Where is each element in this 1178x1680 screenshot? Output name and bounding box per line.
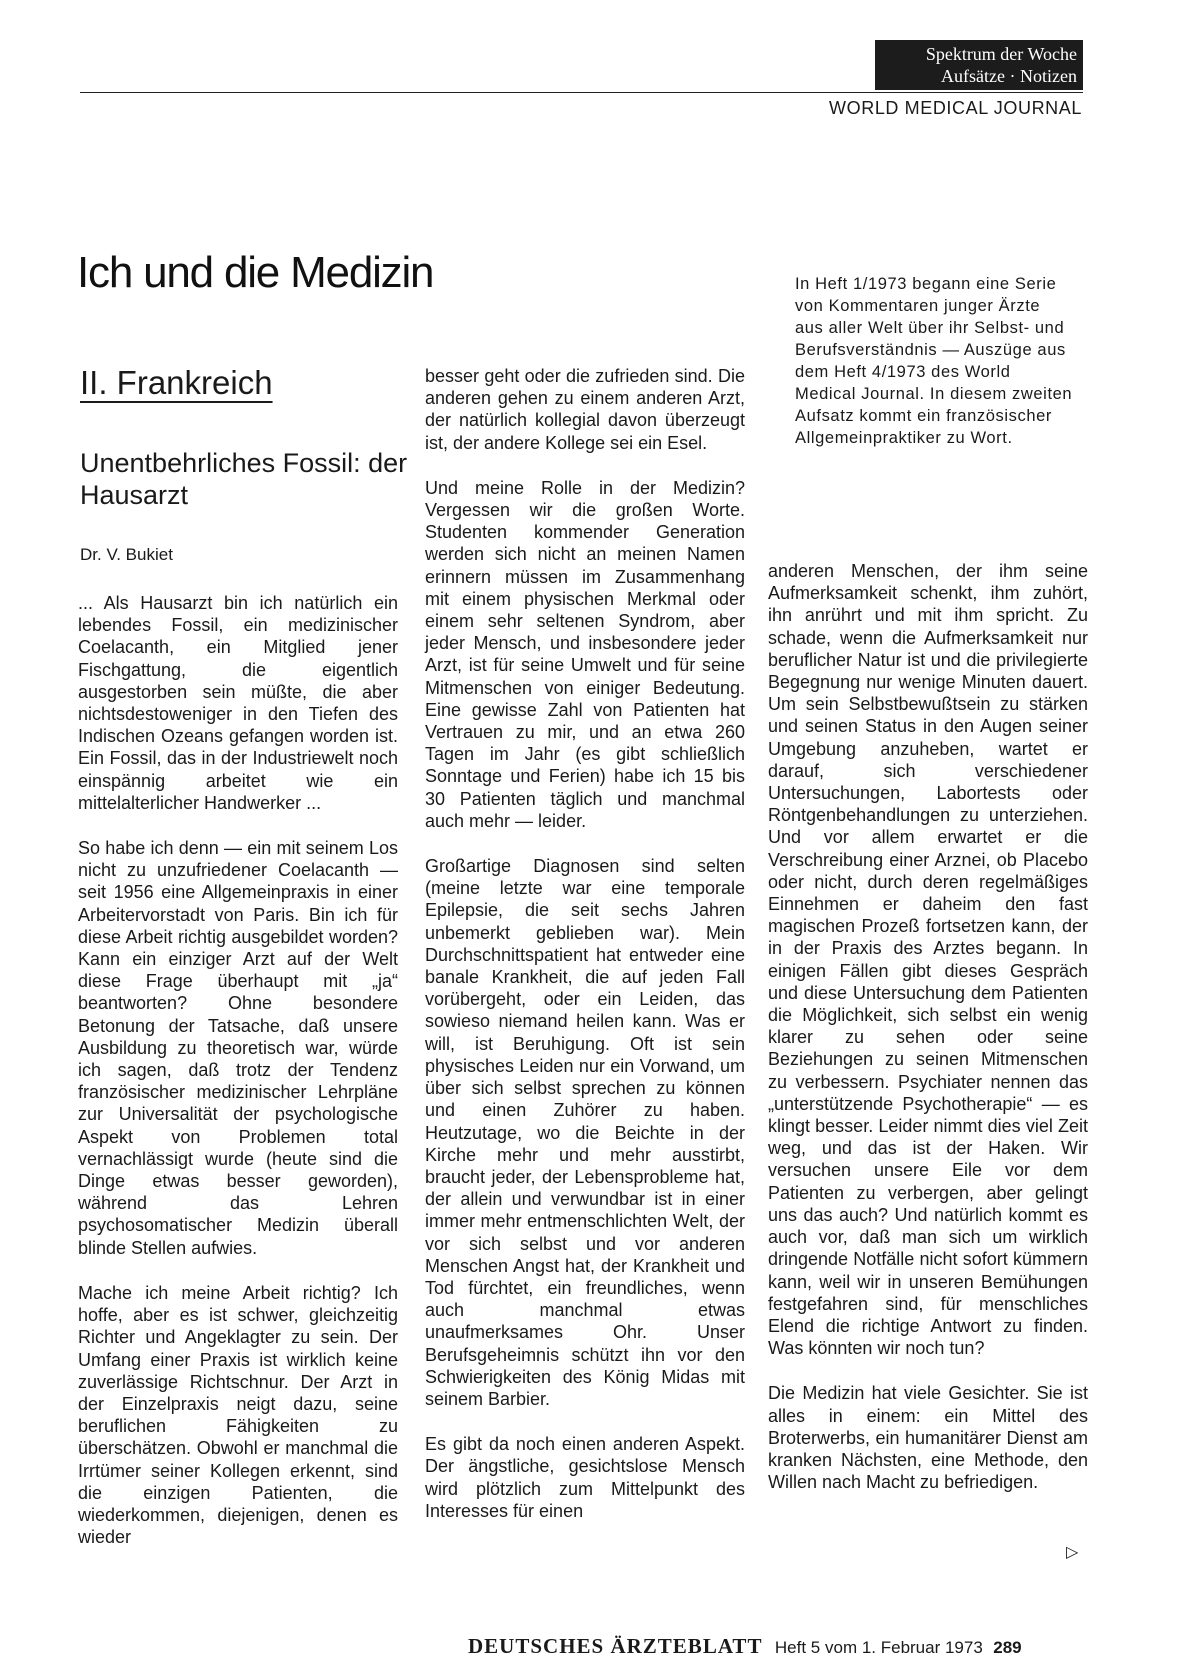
section-heading: II. Frankreich — [80, 364, 273, 401]
publication-name: DEUTSCHES ÄRZTEBLATT — [468, 1634, 763, 1658]
badge-line-2: Aufsätze · Notizen — [941, 66, 1077, 86]
column-3 — [768, 560, 1088, 1516]
paragraph: Großartige Diagnosen sind selten (meine letzte war eine temporale Epilepsie, die seit sechs Jahren unbemerkt geblieben war). Mein Durchschnittspatient hat entweder eine banale Krankheit, die auf jeden Fall vorübergeht, oder ein Leiden, das sowieso niemand heilen kann. Was er will, ist Beruhigung. Oft ist sein physisches Leiden nur ein Vorwand, um über sich selbst sprechen zu können und einen Zuhörer zu haben. Heutzutage, wo die Beichte in der Kirche mehr und mehr ausstirbt, braucht jeder, der Lebensprobleme hat, der allein und verwundbar ist in einer immer mehr entmenschlichten Welt, der vor sich selbst und vor anderen Menschen Angst hat, der Krankheit und Tod fürchtet, ein freundliches, wenn auch manchmal etwas unaufmerksames Ohr. Unser Berufsgeheimnis schützt ihn vor den Schwierigkeiten des König Midas mit seinem Barbier. — [425, 856, 745, 1409]
column-2 — [425, 365, 745, 1545]
page-number: 289 — [993, 1638, 1022, 1657]
article-title: Ich und die Medizin — [77, 248, 434, 297]
intro-note — [795, 273, 1073, 449]
header-rule — [80, 92, 1083, 93]
paragraph: besser geht oder die zufrieden sind. Die anderen gehen zu einem anderen Arzt, der natürlich kollegial davon überzeugt ist, der andere Kollege sei ein Esel. — [425, 366, 745, 453]
page-footer — [468, 1634, 1022, 1659]
badge-line-1: Spektrum der Woche — [925, 44, 1077, 64]
paragraph: Die Medizin hat viele Gesichter. Sie ist alles in einem: ein Mittel des Broterwerbs, ein humanitärer Dienst am kranken Nächsten, eine Methode, den Willen nach Macht zu befriedigen. — [768, 1383, 1088, 1493]
intro-text: In Heft 1/1973 begann eine Serie von Kommentaren junger Ärzte aus aller Welt über ihr Selbst- und Berufsverständnis — Auszüge aus dem Heft 4/1973 des World Medical Journal. In diesem zweiten Aufsatz kommt ein französischer Allgemeinpraktiker zu Wort. — [795, 275, 1073, 447]
journal-name: WORLD MEDICAL JOURNAL — [829, 98, 1082, 118]
section-badge — [875, 40, 1083, 90]
paragraph: ... Als Hausarzt bin ich natürlich ein lebendes Fossil, ein medizinischer Coelacanth, ein Mitglied jener Fischgattung, die eigentlich ausgestorben sein müßte, die aber nichtsdestoweniger in den Tiefen des Indischen Ozeans gefangen worden ist. Ein Fossil, das in der Industriewelt noch einspännig arbeitet wie ein mittelalterlicher Handwerker ... — [78, 593, 398, 813]
column-1 — [78, 592, 398, 1571]
paragraph: So habe ich denn — ein mit seinem Los nicht zu unzufriedener Coelacanth — seit 1956 eine Allgemeinpraxis in einer Arbeitervorstadt von Paris. Bin ich für diese Arbeit richtig ausgebildet worden? Kann ein einziger Arzt auf der Welt diese Frage überhaupt mit „ja“ beantworten? Ohne besondere Betonung der Tatsache, daß unsere Ausbildung zu theoretisch war, würde ich sagen, daß trotz der Tendenz französischer medizinischer Lehrpläne zur Universalität der psychologische Aspekt von Problemen total vernachlässigt wurde (heute sind die Dinge etwas besser geworden), während das Lehren psychosomatischer Medizin überall blinde Stellen aufwies. — [78, 838, 398, 1258]
continue-arrow-icon: ▷ — [1066, 1544, 1079, 1561]
paragraph: Und meine Rolle in der Medizin? Vergessen wir die großen Worte. Studenten kommender Generation werden sich nicht an meinen Namen erinnern müssen im Zusammenhang mit einem physischen Merkmal oder einem sehr seltenen Syndrom, aber jeder Mensch, und insbesondere jeder Arzt, ist für seine Umwelt und für seine Mitmenschen von einiger Bedeutung. Eine gewisse Zahl von Patienten hat Vertrauen zu mir, und an etwa 260 Tagen im Jahr (es gibt schließlich Sonntage und Ferien) habe ich 15 bis 30 Patienten täglich und manchmal auch mehr — leider. — [425, 477, 745, 831]
issue-info: Heft 5 vom 1. Februar 1973 — [774, 1638, 983, 1657]
paragraph: Es gibt da noch einen anderen Aspekt. Der ängstliche, gesichtslose Mensch wird plötzlich zum Mittelpunkt des Interesses für einen — [425, 1434, 745, 1521]
paragraph: anderen Menschen, der ihm seine Aufmerksamkeit schenkt, ihm zuhört, ihn anrührt und mit ihm spricht. Zu schade, wenn die Aufmerksamkeit nur beruflicher Natur ist und die privilegierte Begegnung nur wenige Minuten dauert. Um sein Selbstbewußtsein zu stärken und seinen Status in den Augen seiner Umgebung anzuheben, wartet er darauf, sich verschiedener Untersuchungen, Labortests oder Röntgenbehandlungen zu unterziehen. Und vor allem erwartet er die Verschreibung einer Arznei, ob Placebo oder nicht, durch deren regelmäßiges Einnehmen er daheim den fast magischen Prozeß fortsetzen kann, der in der Praxis des Arztes begann. In einigen Fällen gibt dieses Gespräch und diese Untersuchung dem Patienten die Möglichkeit, sich selbst ein wenig klarer zu sehen oder seine Beziehungen zu seinen Mitmenschen zu verbessern. Psychiater nennen das „unterstützende Psychotherapie“ — es klingt besser. Leider nimmt dies viel Zeit weg, und das ist der Haken. Wir versuchen unsere Eile vor dem Patienten zu verbergen, aber gelingt uns das auch? Und natürlich kommt es auch vor, daß man sich um wirklich dringende Notfälle nicht sofort kümmern kann, weil wir in unseren Bemühungen festgefahren sind, für menschliches Elend die richtige Antwort zu finden. Was könnten wir noch tun? — [768, 561, 1088, 1359]
author: Dr. V. Bukiet — [80, 545, 173, 564]
paragraph: Mache ich meine Arbeit richtig? Ich hoffe, aber es ist schwer, gleichzeitig Richter und Angeklagter zu sein. Der Umfang einer Praxis ist wirklich keine zuverlässige Richtschnur. Der Arzt in der Einzelpraxis neigt dazu, seine beruflichen Fähigkeiten zu überschätzen. Obwohl er manchmal die Irrtümer seiner Kollegen erkennt, sind die einzigen Patienten, die wiederkommen, diejenigen, denen es wieder — [78, 1282, 398, 1548]
article-subtitle: Unentbehrliches Fossil: der Hausarzt — [80, 448, 408, 510]
